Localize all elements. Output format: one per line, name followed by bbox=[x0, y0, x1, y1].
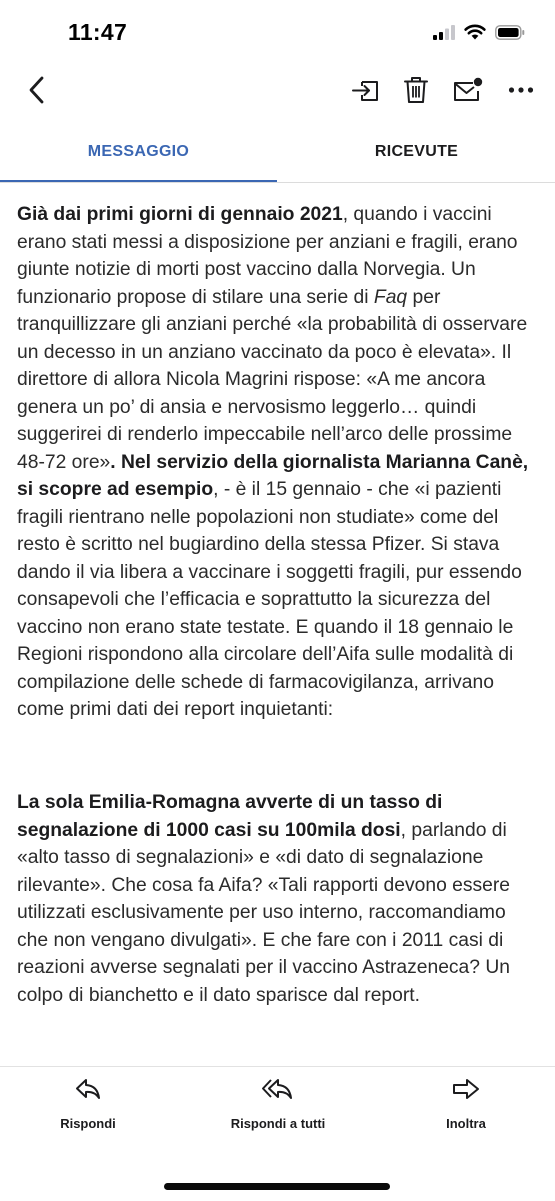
trash-icon bbox=[404, 76, 428, 104]
home-indicator bbox=[164, 1183, 390, 1190]
chevron-left-icon bbox=[28, 76, 44, 104]
tab-bar bbox=[0, 124, 555, 184]
status-bar bbox=[0, 0, 555, 60]
reply-all-label: Rispondi a tutti bbox=[230, 1116, 326, 1131]
message-paragraph-2 bbox=[0, 789, 555, 1009]
mark-unread-button[interactable] bbox=[450, 72, 486, 108]
reply-all-button[interactable] bbox=[214, 1067, 342, 1157]
text-segment: La sola Emilia-Romagna avverte di un tasso di segnalazione di 1000 casi su 100mila dosi bbox=[17, 792, 443, 841]
text-segment: Faq bbox=[373, 286, 408, 308]
message-body[interactable] bbox=[0, 184, 555, 1066]
tab-ricevute[interactable]: RICEVUTE bbox=[374, 143, 459, 160]
move-to-folder-icon bbox=[351, 77, 381, 103]
text-segment: , quando i vaccini erano stati messi a disposizione per anziani e fragili, erano giunte notizie di morti post vaccino dalla Norvegia. Un funzionario propose di stilare una serie di bbox=[17, 204, 518, 308]
status-icons bbox=[433, 24, 525, 40]
cellular-signal-icon bbox=[433, 25, 455, 40]
reply-all-icon bbox=[262, 1077, 294, 1101]
message-paragraph-1 bbox=[0, 201, 555, 724]
forward-label: Inoltra bbox=[446, 1116, 486, 1131]
text-segment: . Nel servizio della giornalista Marianna Canè, si scopre ad esempio bbox=[17, 451, 529, 500]
wifi-icon bbox=[464, 24, 486, 40]
more-button[interactable] bbox=[503, 72, 539, 108]
mark-unread-icon bbox=[453, 77, 483, 103]
nav-bar bbox=[0, 60, 555, 124]
reply-icon bbox=[75, 1077, 101, 1101]
forward-icon bbox=[452, 1077, 480, 1101]
text-segment: Già dai primi giorni di gennaio 2021 bbox=[17, 204, 343, 225]
more-icon bbox=[508, 86, 534, 94]
reply-button[interactable] bbox=[42, 1067, 134, 1157]
text-segment: , parlando di «alto tasso di segnalazioni» e «di dato di segnalazione rilevante». Che cosa fa Aifa? «Tali rapporti devono essere utilizzati esclusivamente per uso interno, raccomandiamo che non vengano divulgati». E che fare con i 2011 casi di reazioni avverse segnalati per il vaccino Astrazeneca? Un colpo di bianchetto e il dato sparisce dal report. bbox=[17, 819, 511, 1006]
bottom-toolbar bbox=[0, 1066, 555, 1201]
text-segment: per tranquillizzare gli anziani perché «la probabilità di osservare un decesso in un anziano vaccinato da poco è elevata». Il direttore di allora Nicola Magrini rispose: «A me ancora genera un po’ di ansia e nervosismo leggerlo… quindi suggerirei di renderlo impeccabile nell’arco delle prossime 48-72 ore» bbox=[17, 286, 528, 473]
tab-messaggio[interactable]: MESSAGGIO bbox=[87, 143, 190, 160]
back-button[interactable] bbox=[18, 70, 54, 110]
tab-divider bbox=[0, 182, 555, 183]
delete-button[interactable] bbox=[398, 72, 434, 108]
text-segment: , - è il 15 gennaio - che «i pazienti fragili rientrano nelle popolazioni non studiate» come del resto è scritto nel bugiardino della stessa Pfizer. Si stava dando il via libera a vaccinare i soggetti fragili, pur essendo consapevoli che l’efficacia e soprattutto la sicurezza del vaccino non erano state testate. E quando il 18 gennaio le Regioni rispondono alla circolare dell’Aifa sulle modalità di compilazione delle schede di farmacovigilanza, arrivano come primi dati dei report inquietanti: bbox=[17, 479, 522, 720]
reply-label: Rispondi bbox=[60, 1116, 116, 1131]
battery-icon bbox=[495, 25, 525, 40]
forward-button[interactable] bbox=[428, 1067, 504, 1157]
move-to-folder-button[interactable] bbox=[348, 72, 384, 108]
status-time: 11:47 bbox=[68, 19, 128, 45]
